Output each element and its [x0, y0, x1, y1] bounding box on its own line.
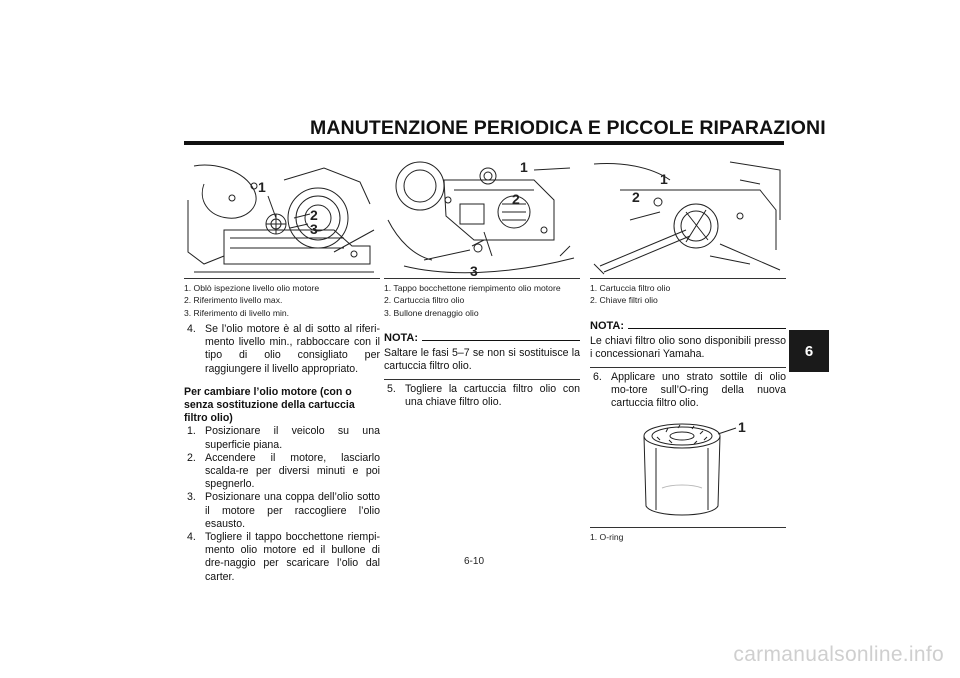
- engine-oil-level-figure: [184, 160, 380, 278]
- page-number: 6-10: [464, 556, 485, 567]
- figure-caption: 1. O-ring: [590, 532, 624, 542]
- header-rule: [184, 141, 784, 145]
- caption-item: 1. Oblò ispezione livello olio motore: [184, 283, 320, 293]
- nota-text: Saltare le fasi 5–7 se non si sostituisce la cartuccia filtro olio.: [384, 347, 580, 373]
- nota-label: NOTA:: [590, 320, 625, 332]
- step-item: [187, 452, 380, 492]
- step-item: [187, 323, 380, 376]
- nota-box: [590, 320, 786, 410]
- step-item: [187, 425, 380, 451]
- step-number: 5.: [387, 382, 396, 395]
- step-text: Posizionare una coppa dell’olio sotto il motore per raccogliere l’olio esausto.: [205, 491, 380, 530]
- step-number: 4.: [187, 323, 196, 335]
- oil-filter-cartridge-figure: [632, 418, 752, 524]
- step-item: [187, 491, 380, 531]
- step-text: Togliere il tappo bocchettone riempi-mento olio motore ed il bullone di dre-naggio per scaricare l’olio dal carter.: [205, 531, 380, 583]
- caption-item: 2. Cartuccia filtro olio: [384, 295, 465, 306]
- callout-2: 2: [310, 207, 318, 223]
- step-text: Applicare uno strato sottile di olio mo-tore sull’O-ring della nuova cartuccia filtro olio.: [611, 370, 786, 410]
- caption-item: 1. Cartuccia filtro olio: [590, 283, 671, 293]
- figure-divider: [590, 278, 786, 279]
- figure-divider: [590, 527, 786, 528]
- step-text: Posizionare il veicolo su una superficie piana.: [205, 425, 380, 451]
- figure-divider: [184, 278, 380, 279]
- figure-divider: [384, 278, 580, 279]
- nota-rule: [422, 340, 580, 341]
- caption-item: 1. Tappo bocchettone riempimento olio motore: [384, 283, 561, 293]
- section-heading: Per cambiare l’olio motore (con o senza sostituzione della cartuccia filtro olio): [184, 385, 355, 425]
- oil-drain-figure: [384, 160, 580, 278]
- chapter-tab[interactable]: 6: [789, 330, 829, 372]
- step-text: Se l’olio motore è al di sotto al riferi-mento livello min., rabboccare con il tipo di olio consigliato per raggiungere il livello appropriato.: [205, 323, 380, 375]
- nota-heading: [384, 332, 580, 345]
- callout-3: 3: [310, 221, 318, 237]
- left-body-text: [184, 323, 380, 584]
- step-number: 4.: [187, 531, 196, 544]
- step-item: [593, 371, 786, 411]
- step-text: Accendere il motore, lasciarlo scalda-re per diversi minuti e poi spegnerlo.: [205, 451, 380, 491]
- caption-item: 2. Riferimento livello max.: [184, 295, 283, 306]
- nota-text: Le chiavi filtro olio sono disponibili presso i concessionari Yamaha.: [590, 335, 786, 361]
- figure-captions: [184, 282, 319, 319]
- page-title: MANUTENZIONE PERIODICA E PICCOLE RIPARAZIONI: [310, 117, 826, 139]
- callout-1: 1: [258, 179, 266, 195]
- nota-rule: [628, 328, 786, 329]
- callout-1: 1: [660, 171, 668, 187]
- watermark: carmanualsonline.info: [733, 643, 944, 666]
- figure-captions: [590, 282, 670, 307]
- nota-label: NOTA:: [384, 332, 419, 344]
- step-text: Togliere la cartuccia filtro olio con una chiave filtro olio.: [405, 382, 580, 408]
- callout-3: 3: [470, 263, 478, 278]
- step-number: 3.: [187, 491, 196, 504]
- callout-2: 2: [512, 191, 520, 207]
- step-item: [187, 531, 380, 584]
- nota-box: [384, 332, 580, 409]
- caption-item: 3. Riferimento di livello min.: [184, 307, 290, 318]
- step-number: 1.: [187, 425, 196, 438]
- step-number: 2.: [187, 451, 196, 464]
- caption-item: 3. Bullone drenaggio olio: [384, 307, 479, 318]
- step-number: 6.: [593, 370, 602, 383]
- figure-captions: [384, 282, 561, 319]
- nota-heading: [590, 320, 786, 333]
- nota-bottom-rule: [590, 367, 786, 368]
- callout-2: 2: [632, 189, 640, 205]
- callout-1: 1: [738, 419, 746, 435]
- step-item: [387, 383, 580, 409]
- oil-filter-wrench-figure: [590, 160, 786, 278]
- caption-item: 2. Chiave filtri olio: [590, 295, 658, 306]
- callout-1: 1: [520, 160, 528, 175]
- nota-bottom-rule: [384, 379, 580, 380]
